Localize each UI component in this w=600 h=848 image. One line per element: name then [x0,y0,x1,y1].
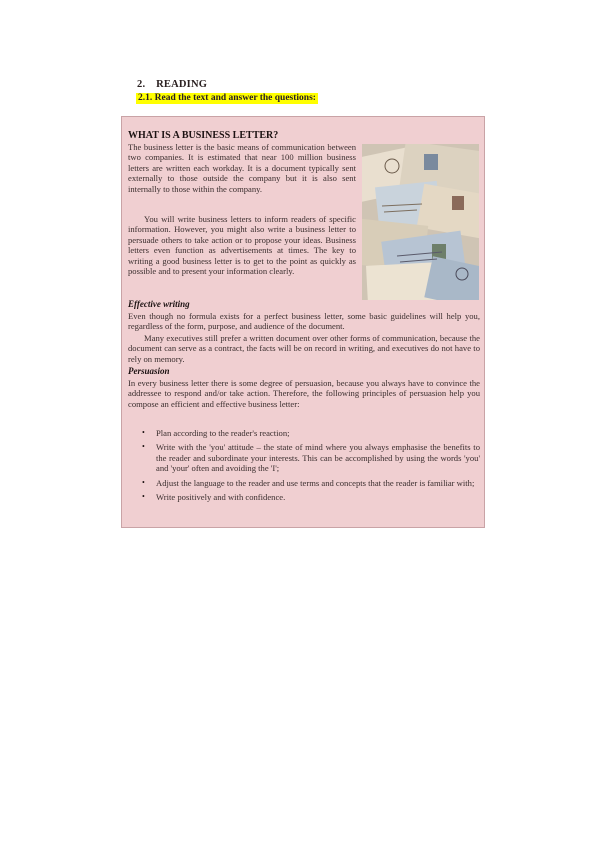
bullet-icon: • [142,492,145,502]
section-number: 2. [137,79,146,90]
bullet-icon: • [142,442,145,452]
article-box [121,116,485,528]
subheading-effective-writing: Effective writing [128,299,190,309]
persuasion-principles-list [142,428,480,506]
section-heading [137,79,207,90]
envelopes-illustration [362,144,479,300]
bullet-icon: • [142,477,145,487]
subheading-persuasion: Persuasion [128,366,170,376]
list-item: • Plan according to the reader's reaction; [142,428,290,438]
list-item: • Write positively and with confidence. [142,492,286,503]
letters-photo [362,144,479,300]
paragraph-2: You will write business letters to inform readers of specific information. However, you might also write a business letter to persuade others to take action or to propose your ideas. Business letters even function as advertisements at times. The key to writing a good business letter is to get to the point as quickly as possible and to present your information clearly. [128,214,356,277]
list-item: • Adjust the language to the reader and use terms and concepts that the reader is familiar with; [142,477,475,488]
article-title: WHAT IS A BUSINESS LETTER? [128,130,279,141]
reading-instruction: 2.1. Read the text and answer the questions: [138,93,316,103]
list-item: • Write with the 'you' attitude – the state of mind where you always emphasise the benefits to the reader and subordinate your interests. This can be accomplished by using the words 'you' and 'your' often and avoiding the 'I'; [142,442,480,474]
paragraph-1: The business letter is the basic means of communication between two companies. It is estimated that near 100 million business letters are written each workday. It is a document typically sent externally to those outside the company but it is also sent internally to those within the company. [128,142,356,194]
paragraph-4: Many executives still prefer a written document over other forms of communication, because the document can serve as a contract, the facts will be on record in writing, and executives do not have to rely on memory. [128,333,480,364]
paragraph-3: Even though no formula exists for a perfect business letter, some basic guidelines will help you, regardless of the form, purpose, and audience of the document. [128,311,480,332]
section-title: READING [156,79,208,90]
paragraph-5: In every business letter there is some degree of persuasion, because you always have to convince the addressee to respond and/or take action. Therefore, the following principles of persuasion help you compose an efficient and effective business letter: [128,378,480,409]
bullet-icon: • [142,428,145,437]
